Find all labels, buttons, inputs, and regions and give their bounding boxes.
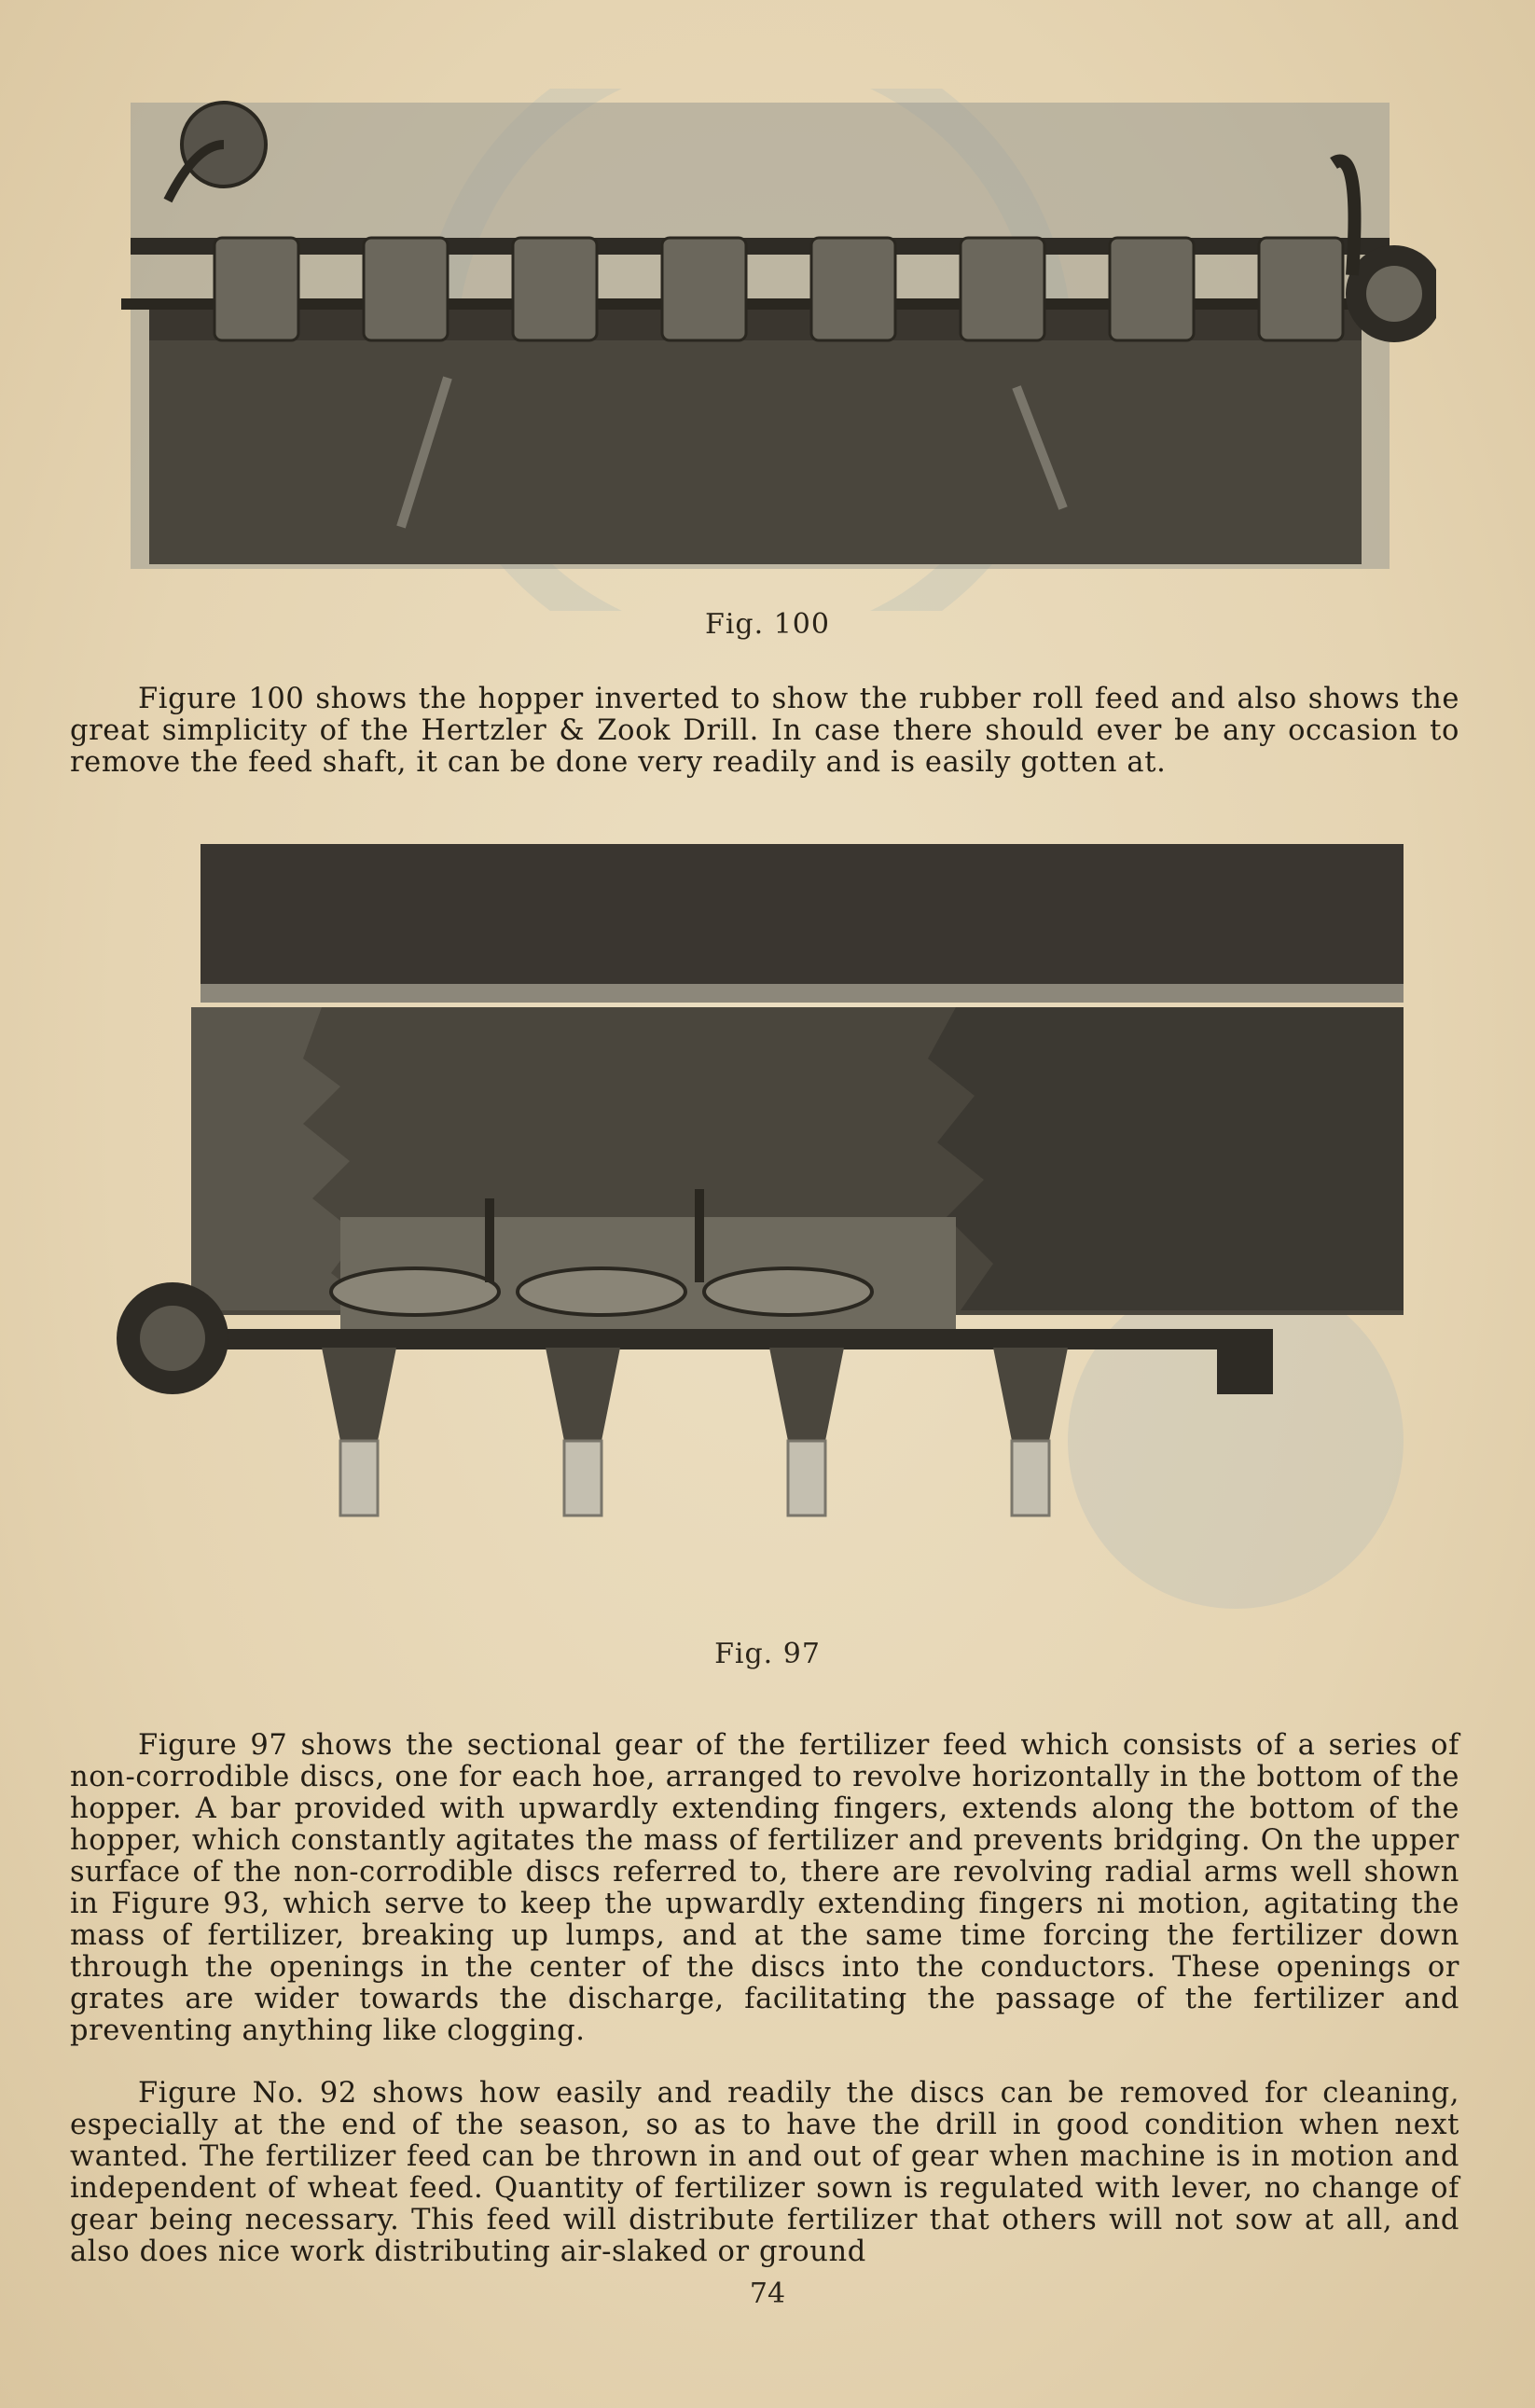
figure-100-caption: Fig. 100 — [705, 608, 830, 641]
figure-97-image — [117, 844, 1404, 1609]
paragraph-figure-92: Figure No. 92 shows how easily and readily the discs can be removed for cleaning, especially at the end of the season, so as to have the drill in good condition when next wanted. The fertilizer feed can be thrown in and out of gear when machine is in motion and independent of wheat feed. Quantity of fertilizer sown is regulated with lever, no change of gear being necessary. This feed will distribute fertilizer that others will not sow at all, and also does nice work distributing air-slaked or ground — [70, 2077, 1459, 2268]
figure-100-image — [93, 89, 1436, 611]
paragraph-figure-97: Figure 97 shows the sectional gear of the fertilizer feed which consists of a series of non-corrodible discs, one for each hoe, arranged to revolve horizontally in the bottom of the hopper. A bar provided with upwardly extending fingers, extends along the bottom of the hopper, which constantly agitates the mass of fertilizer and prevents bridging. On the upper surface of the non-corrodible discs referred to, there are revolving radial arms well shown in Figure 93, which serve to keep the upwardly extending fingers ni motion, agitating the mass of fertilizer, breaking up lumps, and at the same time forcing the fertilizer down through the openings in the center of the discs into the conductors. These openings or grates are wider towards the discharge, facilitating the passage of the fertilizer and preventing anything like clogging. — [70, 1729, 1459, 2047]
paragraph-figure-100: Figure 100 shows the hopper inverted to show the rubber roll feed and also shows the great simplicity of the Hertzler & Zook Drill. In case there should ever be any occasion to remove the feed shaft, it can be done very readily and is easily gotten at. — [70, 683, 1459, 779]
page-number: 74 — [749, 2277, 786, 2310]
figure-97-caption: Fig. 97 — [714, 1638, 821, 1670]
